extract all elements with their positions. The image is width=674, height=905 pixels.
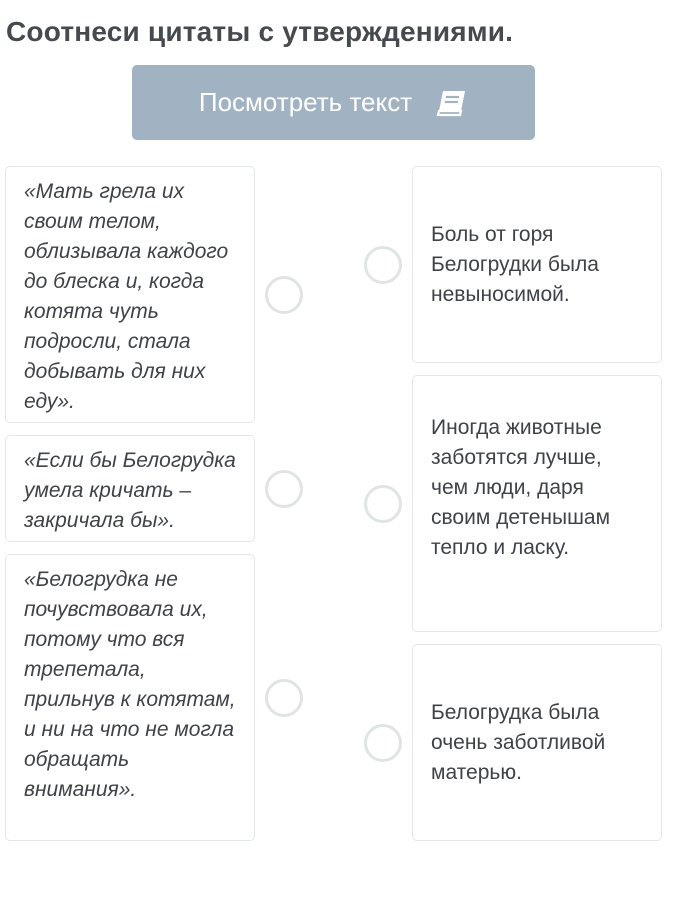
quote-connector-3[interactable]	[265, 679, 303, 717]
statement-text: Боль от горя Белогрудки была невыносимой.	[431, 222, 599, 306]
book-icon	[436, 89, 468, 117]
quote-text: «Если бы Белогрудка умела кричать – закричала бы».	[24, 449, 236, 532]
statement-connector-3[interactable]	[364, 724, 402, 762]
statement-text: Белогрудка была очень заботливой матерью.	[431, 700, 606, 784]
statement-card-3[interactable]	[412, 644, 662, 841]
statement-card-1[interactable]	[412, 166, 662, 363]
view-text-label: Посмотреть текст	[198, 87, 413, 117]
statement-card-2[interactable]	[412, 375, 662, 632]
quote-connector-1[interactable]	[265, 276, 303, 314]
page-title: Соотнеси цитаты с утверждениями.	[6, 16, 514, 47]
statement-text: Иногда животные заботятся лучше, чем люди, даря своим детенышам тепло и ласку.	[431, 415, 611, 559]
quote-text: «Белогрудка не почувствовала их, потому что вся трепетала, прильнув к котятам, и ни на что не могла обращать внимания».	[24, 568, 236, 801]
quote-text: «Мать грела их своим телом, облизывала каждого до блеска и, когда котята чуть подросли, стала добывать для них еду».	[24, 180, 229, 413]
quote-connector-2[interactable]	[265, 470, 303, 508]
quote-card-1[interactable]	[5, 166, 255, 423]
quote-card-2[interactable]	[5, 435, 255, 542]
quote-card-3[interactable]	[5, 554, 255, 841]
view-text-button[interactable]	[132, 65, 535, 140]
statement-connector-2[interactable]	[364, 485, 402, 523]
statement-connector-1[interactable]	[364, 246, 402, 284]
